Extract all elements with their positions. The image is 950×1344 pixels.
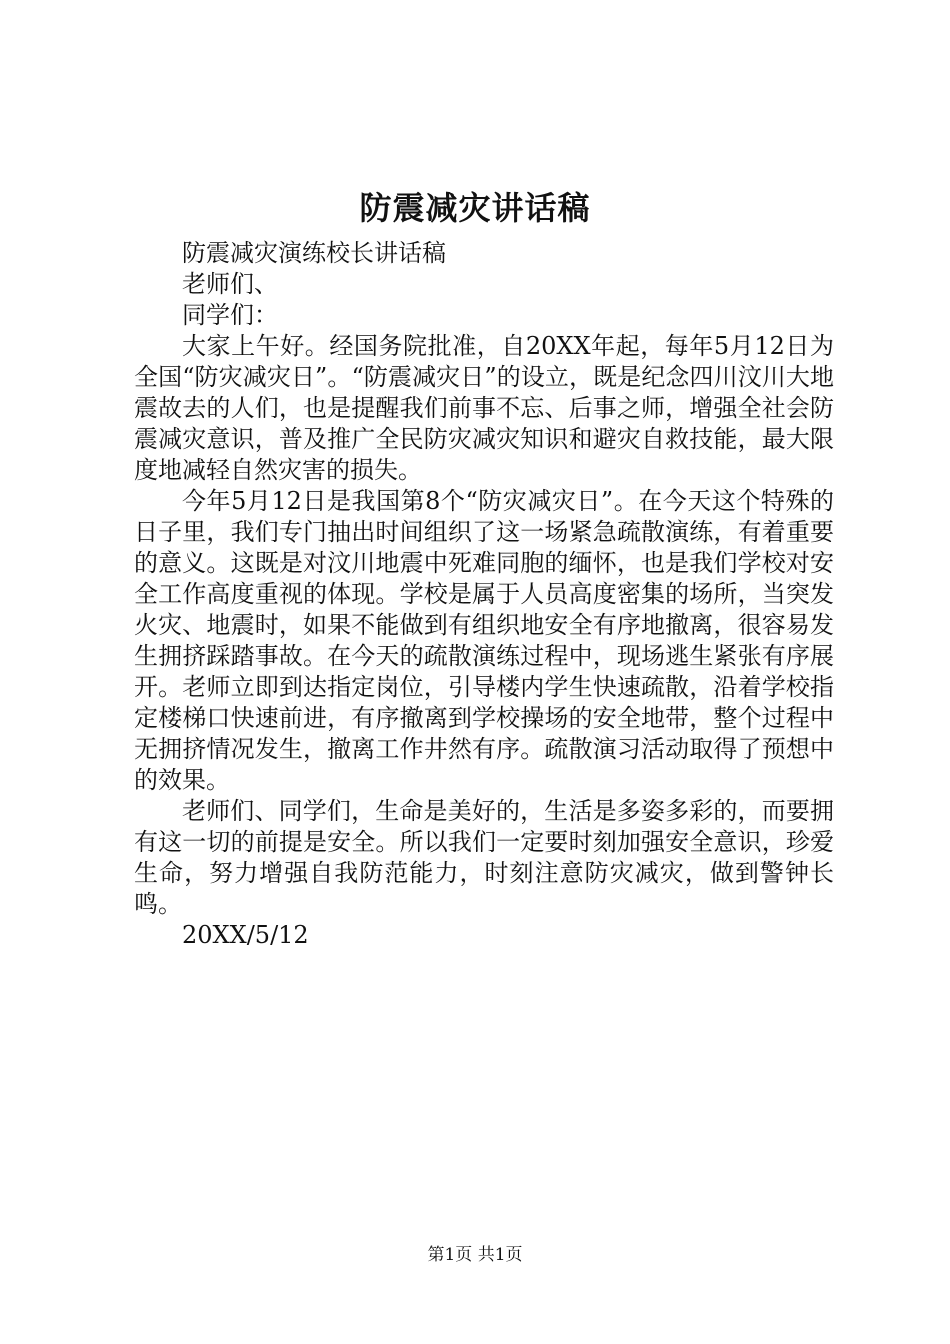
paragraph-drill: 今年5月12日是我国第8个“防灾减灾日”。在今天这个特殊的日子里，我们专门抽出时间组织了这一场紧急疏散演练，有着重要的意义。这既是对汶川地震中死难同胞的缅怀，也是我们学校对安全工作高度重视的体现。学校是属于人员高度密集的场所，当突发火灾、地震时，如果不能做到有组织地安全有序地撤离，很容易发生拥挤踩踏事故。在今天的疏散演练过程中，现场逃生紧张有序展开。老师立即到达指定岗位，引导楼内学生快速疏散，沿着学校指定楼梯口快速前进，有序撤离到学校操场的安全地带，整个过程中无拥挤情况发生，撤离工作井然有序。疏散演习活动取得了预想中的效果。 <box>134 487 834 794</box>
document-title: 防震减灾讲话稿 <box>359 189 591 227</box>
page-footer: 第1页 共1页 <box>427 1245 523 1265</box>
salutation-students: 同学们： <box>182 301 278 329</box>
salutation-teachers: 老师们、 <box>182 270 278 298</box>
subtitle-line: 防震减灾演练校长讲话稿 <box>182 239 446 267</box>
document-body <box>134 238 834 951</box>
paragraph-closing: 老师们、同学们，生命是美好的，生活是多姿多彩的，而要拥有这一切的前提是安全。所以我们一定要时刻加强安全意识，珍爱生命，努力增强自我防范能力，时刻注意防灾减灾，做到警钟长鸣。 <box>134 797 834 918</box>
paragraph-greeting: 大家上午好。经国务院批准，自20XX年起，每年5月12日为全国“防灾减灾日”。“防震减灾日”的设立，既是纪念四川汶川大地震故去的人们，也是提醒我们前事不忘、后事之师，增强全社会防震减灾意识，普及推广全民防灾减灾知识和避灾自救技能，最大限度地减轻自然灾害的损失。 <box>134 332 834 484</box>
date-line: 20XX/5/12 <box>182 921 309 949</box>
